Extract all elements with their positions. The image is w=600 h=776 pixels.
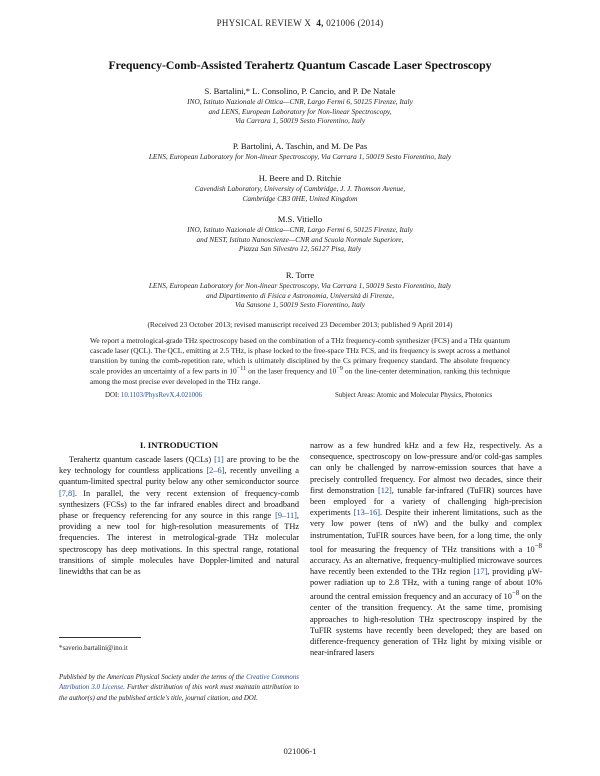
affiliation-line: INO, Istituto Nazionale di Ottica—CNR, Largo Fermi 6, 50125 Firenze, Italy <box>187 97 413 106</box>
citation-link[interactable]: [9–11] <box>275 511 297 521</box>
paper-title: Frequency-Comb-Assisted Terahertz Quantum Cascade Laser Spectroscopy <box>108 58 492 72</box>
body-text: , recently unveiling a quantum-limited spectral purity below any other semiconductor source <box>59 466 299 487</box>
journal-volume: 4, <box>316 18 324 28</box>
affiliation-line: LENS, European Laboratory for Non-linear Spectroscopy, Via Carrara 1, 50019 Sesto Fiorentino, Italy <box>148 281 452 290</box>
article-number: 021006 (2014) <box>326 18 384 28</box>
citation-link[interactable]: [1] <box>214 455 224 464</box>
subject-areas: Subject Areas: Atomic and Molecular Physics, Photonics <box>335 392 493 399</box>
affiliation-line: LENS, European Laboratory for Non-linear Spectroscopy, Via Carrara 1, 50019 Sesto Fiorentino, Italy <box>148 152 452 161</box>
exponent: −11 <box>236 366 247 373</box>
abstract-text: We report a metrological-grade THz spectroscopy based on the combination of a THz frequency-comb synthesizer (FCS) and a THz quantum cascade laser (QCL). The QCL, emitting at 2.5 THz, is phase locked to the free-space THz FCS, and its frequency is swept across a methanol transition by tuning the comb-repetition rate, which is ultimately disciplined by the Cs primary frequency standard. The absolute frequency scale provides an uncertainty of a few parts in 10 <box>90 336 510 376</box>
author-group-1 <box>40 86 560 126</box>
body-text: . Despite their inherent limitations, such as the very low power (tens of nW) and the bulky and complex instrumentation, TuFIR sources have been, for a long time, the only tool for measuring the frequency of THz transitions with a 10 <box>310 508 543 554</box>
left-column <box>59 454 299 577</box>
affiliation-line: Cambridge CB3 0HE, United Kingdom <box>242 193 358 203</box>
author-list: H. Beere and D. Ritchie <box>258 173 342 183</box>
affiliation-line: Via Sansone 1, 50019 Sesto Fiorentino, Italy <box>234 300 366 310</box>
doi <box>105 392 202 399</box>
abstract-text: on the line-center determination, ranking this technique among the most precise ever developed in the THz range. <box>90 366 510 386</box>
author-list: P. Bartolini, A. Taschin, and M. De Pas <box>232 141 368 151</box>
citation-link[interactable]: [2–6] <box>206 466 225 476</box>
body-text: on the center of the transition frequency. At the same time, promising approaches to high-resolution THz spectroscopy inspired by the TuFIR systems have recently been developed; they are based on difference-frequency generation of THz light by mixing visible or near-infrared lasers <box>310 592 542 658</box>
affiliation-line: INO, Istituto Nazionale di Ottica—CNR, Largo Fermi 6, 50125 Firenze, Italy <box>187 225 413 234</box>
received-dates: (Received 23 October 2013; revised manuscript received 23 December 2013; published 9 April 2014) <box>147 320 453 329</box>
exponent: −8 <box>534 542 542 550</box>
journal-header <box>0 18 600 28</box>
author-group-3 <box>40 173 560 203</box>
author-group-2 <box>40 141 560 162</box>
abstract-text: on the laser frequency and 10 <box>246 366 337 376</box>
doi-link[interactable]: 10.1103/PhysRevX.4.021006 <box>120 392 202 399</box>
body-text: narrow as a few hundred kHz and a few Hz, respectively. As a consequence, spectroscopy on low-pressure and/or cold-gas samples can only be challenged by narrow-emission sources that have a precisely controlled frequency. For almost two decades, since their first demonstration <box>310 441 542 495</box>
section-heading: I. INTRODUCTION <box>139 440 219 450</box>
body-text: accuracy. As an alternative, frequency-multiplied microwave sources have recently been extended to the THz region <box>310 555 542 576</box>
citation-link[interactable]: [17] <box>473 567 488 576</box>
body-text: , providing μW-power radiation up to 2.8 THz, with a tuning range of about 10% around the central emission frequency and an accuracy of 10 <box>310 567 542 602</box>
affiliation-line: and Dipartimento di Fisica e Astronomia, Università di Firenze, <box>206 290 394 300</box>
affiliation-line: Via Carrara 1, 50019 Sesto Fiorentino, Italy <box>234 116 366 126</box>
citation-link[interactable]: [13–16] <box>353 508 381 518</box>
author-list: S. Bartalini,* L. Consolino, P. Cancio, and P. De Natale <box>204 86 396 96</box>
citation-link[interactable]: [12] <box>377 485 392 495</box>
exponent: −8 <box>511 590 520 598</box>
body-text: , tunable far-infrared (TuFIR) sources have been employed for a variety of challenging high-precision experiments <box>310 485 542 518</box>
body-text: . In parallel, the very recent extension of frequency-comb synthesizers (FCSs) to the far infrared enables direct and broadband phase or frequency referencing for any source in this range <box>59 488 299 521</box>
citation-link[interactable]: [7,8] <box>59 488 75 498</box>
license-text: . Further distribution of this work must maintain attribution to the author(s) and the published article's title, journal citation, and DOI. <box>59 684 300 702</box>
author-list: R. Torre <box>285 270 315 280</box>
affiliation-line: and LENS, European Laboratory for Non-linear Spectroscopy, <box>208 106 392 116</box>
affiliation-line: and NEST, Istituto Nanoscienze—CNR and Scuola Normale Superiore, <box>196 234 404 244</box>
body-text: , providing a new tool for high-resolution measurements of THz frequencies. The interest in metrological-grade THz molecular spectroscopy has deep motivations. In this spectral range, rotational transitions of simple molecules have Doppler-limited and natural linewidths that can be as <box>59 511 299 577</box>
body-text: are proving to be the key technology for countless applications <box>59 455 299 476</box>
author-group-4 <box>40 214 560 254</box>
corresponding-author-footnote: *saverio.bartalini@ino.it <box>59 645 128 652</box>
exponent: −9 <box>336 366 343 373</box>
license-text: Published by the American Physical Society under the terms of the <box>59 674 247 681</box>
affiliation-line: Cavendish Laboratory, University of Cambridge, J. J. Thomson Avenue, <box>194 184 406 193</box>
affiliation-line: Piazza San Silvestro 12, 56127 Pisa, Italy <box>238 244 362 254</box>
author-list: M.S. Vitiello <box>277 214 323 224</box>
abstract <box>90 336 510 386</box>
author-group-5 <box>40 270 560 310</box>
body-text: Terahertz quantum cascade lasers (QCLs) <box>69 455 215 464</box>
footnote-divider <box>59 637 141 638</box>
right-column <box>310 440 542 658</box>
doi-label: DOI: <box>105 392 121 399</box>
journal-name: PHYSICAL REVIEW X <box>216 18 312 28</box>
page-number: 021006-1 <box>283 746 317 756</box>
license-link[interactable]: Creative Commons Attribution 3.0 License <box>59 674 299 692</box>
license-notice <box>59 673 299 704</box>
